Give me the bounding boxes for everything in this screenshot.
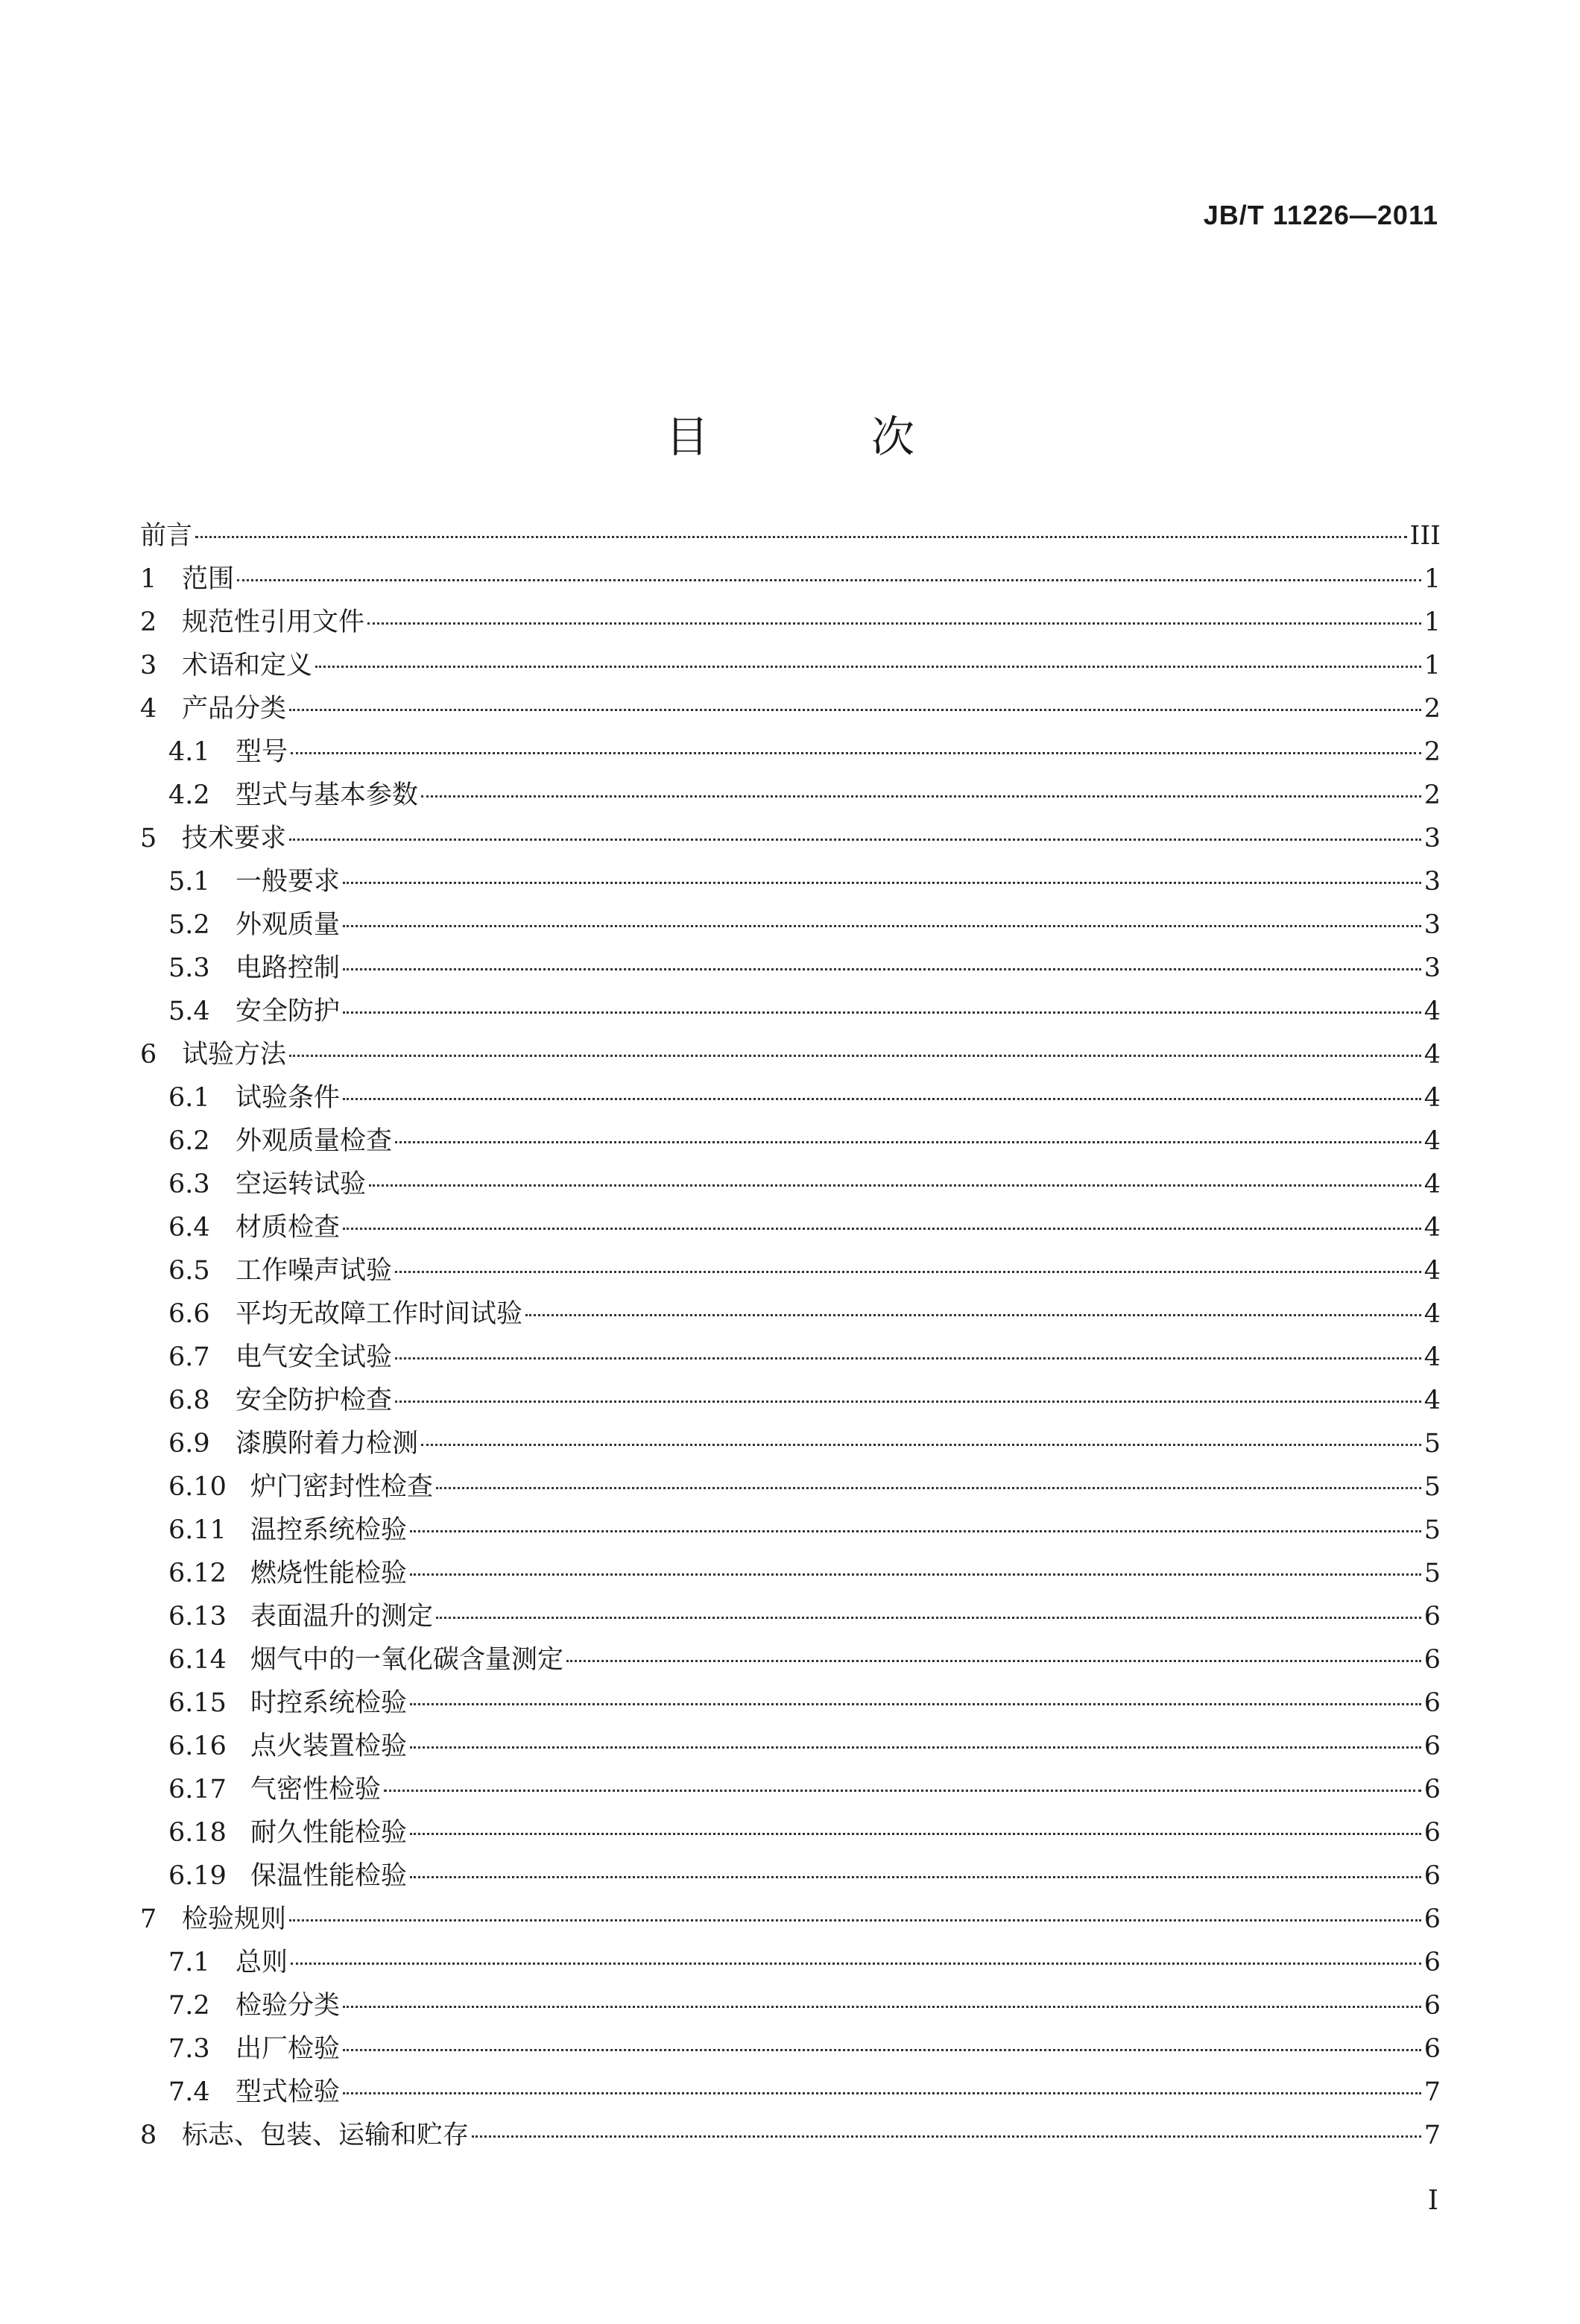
toc-entry-label: 空运转试验 bbox=[236, 1169, 367, 1199]
dot-leader bbox=[410, 1573, 1421, 1576]
toc-entry-label: 耐久性能检验 bbox=[250, 1818, 408, 1848]
toc-entry-number: 6.5 bbox=[168, 1256, 210, 1286]
toc-entry-number: 6.13 bbox=[168, 1602, 227, 1632]
toc-entry-page: 3 bbox=[1423, 867, 1441, 897]
toc-entry-label: 燃烧性能检验 bbox=[250, 1559, 408, 1588]
toc-entry[interactable] bbox=[140, 730, 1441, 774]
toc-entry-number: 6.16 bbox=[168, 1731, 227, 1761]
toc-entry-page: 2 bbox=[1423, 694, 1441, 724]
toc-entry-number: 6.12 bbox=[168, 1559, 227, 1588]
toc-entry[interactable] bbox=[140, 644, 1441, 687]
toc-entry-page: 4 bbox=[1423, 1256, 1441, 1286]
dot-leader bbox=[410, 1746, 1421, 1749]
toc-entry-page: 4 bbox=[1423, 1083, 1441, 1113]
toc-entry-number: 5.3 bbox=[168, 953, 210, 983]
toc-entry-page: 6 bbox=[1423, 1688, 1441, 1718]
toc-entry-label: 一般要求 bbox=[236, 867, 341, 897]
dot-leader bbox=[291, 752, 1421, 754]
toc-entry-label: 出厂检验 bbox=[236, 2034, 341, 2064]
toc-entry-label: 表面温升的测定 bbox=[250, 1602, 434, 1632]
toc-entry-number: 6.2 bbox=[168, 1126, 210, 1156]
toc-entry-page: 2 bbox=[1423, 780, 1441, 810]
toc-entry-label: 范围 bbox=[182, 564, 235, 594]
toc-entry[interactable] bbox=[140, 947, 1441, 990]
page-title: 目 次 bbox=[665, 411, 974, 462]
toc-entry-label: 外观质量检查 bbox=[236, 1126, 393, 1156]
toc-entry-page: 5 bbox=[1423, 1429, 1441, 1459]
toc-entry-page: 1 bbox=[1423, 564, 1441, 594]
toc-entry-label: 技术要求 bbox=[182, 824, 287, 853]
toc-entry[interactable] bbox=[140, 514, 1441, 558]
dot-leader bbox=[315, 666, 1421, 668]
dot-leader bbox=[291, 1963, 1421, 1965]
toc-entry-page: 6 bbox=[1423, 1948, 1441, 1977]
toc-entry-page: 6 bbox=[1423, 1602, 1441, 1632]
dot-leader bbox=[395, 1357, 1421, 1360]
toc-entry-label: 试验方法 bbox=[182, 1040, 287, 1070]
toc-entry[interactable] bbox=[140, 687, 1441, 730]
toc-entry-page: 4 bbox=[1423, 1213, 1441, 1242]
toc-entry[interactable] bbox=[140, 2027, 1441, 2071]
toc-entry-number: 7.1 bbox=[168, 1948, 210, 1977]
toc-entry-number: 1 bbox=[140, 564, 157, 594]
toc-entry-number: 8 bbox=[140, 2121, 157, 2150]
toc-entry-number: 7.2 bbox=[168, 1991, 210, 2021]
toc-entry-label: 前言 bbox=[140, 521, 193, 551]
dot-leader bbox=[343, 925, 1421, 927]
toc-entry[interactable] bbox=[140, 1725, 1441, 1768]
toc-entry[interactable] bbox=[140, 1422, 1441, 1465]
dot-leader bbox=[525, 1314, 1421, 1316]
dot-leader bbox=[237, 579, 1421, 581]
toc-entry-page: 6 bbox=[1423, 1861, 1441, 1891]
toc-entry-label: 气密性检验 bbox=[250, 1775, 382, 1804]
dot-leader bbox=[343, 1011, 1421, 1014]
toc-entry[interactable] bbox=[140, 903, 1441, 947]
toc-entry-page: 6 bbox=[1423, 1991, 1441, 2021]
toc-entry-number: 4 bbox=[140, 694, 157, 724]
toc-entry[interactable] bbox=[140, 1076, 1441, 1120]
toc-entry-page: 4 bbox=[1423, 1386, 1441, 1415]
toc-entry-page: 4 bbox=[1423, 1169, 1441, 1199]
toc-entry[interactable] bbox=[140, 1984, 1441, 2027]
toc-entry[interactable] bbox=[140, 1379, 1441, 1422]
page-number: I bbox=[1427, 2185, 1438, 2216]
dot-leader bbox=[410, 1703, 1421, 1705]
toc-entry-label: 安全防护 bbox=[236, 997, 341, 1026]
toc-entry[interactable] bbox=[140, 1336, 1441, 1379]
toc-entry-label: 时控系统检验 bbox=[250, 1688, 408, 1718]
toc-entry-page: 6 bbox=[1423, 1904, 1441, 1934]
toc-entry-label: 总则 bbox=[236, 1948, 288, 1977]
toc-entry-page: 6 bbox=[1423, 1731, 1441, 1761]
toc-entry-number: 5.4 bbox=[168, 997, 210, 1026]
toc-entry-number: 7.4 bbox=[168, 2077, 210, 2107]
dot-leader bbox=[436, 1487, 1421, 1489]
toc-entry-page: 5 bbox=[1423, 1472, 1441, 1502]
toc-entry[interactable] bbox=[140, 558, 1441, 601]
toc-entry-page: 3 bbox=[1423, 910, 1441, 940]
toc-entry-number: 6.8 bbox=[168, 1386, 210, 1415]
toc-entry-number: 7.3 bbox=[168, 2034, 210, 2064]
toc-entry-page: 5 bbox=[1423, 1559, 1441, 1588]
toc-entry-label: 温控系统检验 bbox=[250, 1515, 408, 1545]
toc-entry-label: 试验条件 bbox=[236, 1083, 341, 1113]
toc-entry-page: 3 bbox=[1423, 824, 1441, 853]
toc-entry[interactable] bbox=[140, 1292, 1441, 1336]
toc-entry-number: 5.2 bbox=[168, 910, 210, 940]
toc-entry[interactable] bbox=[140, 1163, 1441, 1206]
dot-leader bbox=[395, 1141, 1421, 1143]
dot-leader bbox=[410, 1876, 1421, 1878]
toc-entry-label: 材质检查 bbox=[236, 1213, 341, 1242]
toc-entry-page: 3 bbox=[1423, 953, 1441, 983]
toc-entry-page: 7 bbox=[1423, 2121, 1441, 2150]
toc-entry-number: 3 bbox=[140, 651, 157, 681]
toc-entry-label: 烟气中的一氧化碳含量测定 bbox=[250, 1645, 564, 1675]
toc-entry[interactable] bbox=[140, 601, 1441, 644]
dot-leader bbox=[195, 536, 1407, 538]
toc-entry-label: 漆膜附着力检测 bbox=[236, 1429, 419, 1459]
toc-entry-page: 5 bbox=[1423, 1515, 1441, 1545]
toc-entry-number: 6.18 bbox=[168, 1818, 227, 1848]
toc-entry[interactable] bbox=[140, 2114, 1441, 2157]
toc-entry-number: 6.15 bbox=[168, 1688, 227, 1718]
dot-leader bbox=[343, 1098, 1421, 1100]
toc-entry-label: 保温性能检验 bbox=[250, 1861, 408, 1891]
toc-entry-page: 6 bbox=[1423, 1818, 1441, 1848]
toc-entry[interactable] bbox=[140, 860, 1441, 903]
toc-entry-page: 4 bbox=[1423, 1126, 1441, 1156]
toc-entry-label: 产品分类 bbox=[182, 694, 287, 724]
toc-entry[interactable] bbox=[140, 1638, 1441, 1682]
toc-entry-number: 6.19 bbox=[168, 1861, 227, 1891]
dot-leader bbox=[367, 622, 1421, 625]
toc-entry-page: 6 bbox=[1423, 1775, 1441, 1804]
toc-entry[interactable] bbox=[140, 1120, 1441, 1163]
toc-entry[interactable] bbox=[140, 2071, 1441, 2114]
toc-entry-number: 6.6 bbox=[168, 1299, 210, 1329]
toc-entry-number: 6.4 bbox=[168, 1213, 210, 1242]
toc-entry-number: 6.7 bbox=[168, 1342, 210, 1372]
toc-entry-label: 检验规则 bbox=[182, 1904, 287, 1934]
toc-entry-label: 型号 bbox=[236, 737, 288, 767]
toc-entry-page: 4 bbox=[1423, 997, 1441, 1026]
dot-leader bbox=[289, 1919, 1421, 1922]
toc-entry-number: 7 bbox=[140, 1904, 157, 1934]
dot-leader bbox=[421, 1444, 1421, 1446]
toc-entry[interactable] bbox=[140, 1033, 1441, 1076]
toc-entry[interactable] bbox=[140, 1595, 1441, 1638]
toc-entry-page: 2 bbox=[1423, 737, 1441, 767]
dot-leader bbox=[410, 1833, 1421, 1835]
toc-entry-number: 6.3 bbox=[168, 1169, 210, 1199]
dot-leader bbox=[395, 1401, 1421, 1403]
toc-entry[interactable] bbox=[140, 1854, 1441, 1898]
toc-entry-number: 5.1 bbox=[168, 867, 210, 897]
toc-entry-label: 电气安全试验 bbox=[236, 1342, 393, 1372]
toc-entry-number: 6.14 bbox=[168, 1645, 227, 1675]
toc-entry-page: 4 bbox=[1423, 1040, 1441, 1070]
dot-leader bbox=[343, 968, 1421, 970]
toc-entry-page: 6 bbox=[1423, 2034, 1441, 2064]
toc-entry-label: 电路控制 bbox=[236, 953, 341, 983]
toc-entry[interactable] bbox=[140, 1552, 1441, 1595]
toc-entry-page: 1 bbox=[1423, 651, 1441, 681]
toc-entry-page: 1 bbox=[1423, 607, 1441, 637]
dot-leader bbox=[343, 1228, 1421, 1230]
dot-leader bbox=[436, 1617, 1421, 1619]
dot-leader bbox=[289, 839, 1421, 841]
toc-entry-number: 6.9 bbox=[168, 1429, 210, 1459]
toc-entry[interactable] bbox=[140, 1206, 1441, 1249]
toc-entry-number: 4.1 bbox=[168, 737, 210, 767]
toc-entry-number: 2 bbox=[140, 607, 157, 637]
toc-entry[interactable] bbox=[140, 817, 1441, 860]
toc-entry-number: 4.2 bbox=[168, 780, 210, 810]
dot-leader bbox=[289, 709, 1421, 711]
toc-entry[interactable] bbox=[140, 1811, 1441, 1854]
toc-entry-page: 6 bbox=[1423, 1645, 1441, 1675]
toc-entry-number: 5 bbox=[140, 824, 157, 853]
toc-entry-label: 检验分类 bbox=[236, 1991, 341, 2021]
dot-leader bbox=[566, 1660, 1421, 1662]
toc-entry-label: 型式检验 bbox=[236, 2077, 341, 2107]
dot-leader bbox=[343, 2092, 1421, 2094]
dot-leader bbox=[289, 1055, 1421, 1057]
dot-leader bbox=[343, 2006, 1421, 2008]
toc-entry[interactable] bbox=[140, 774, 1441, 817]
toc-entry-label: 平均无故障工作时间试验 bbox=[236, 1299, 523, 1329]
toc-entry[interactable] bbox=[140, 1768, 1441, 1811]
toc-entry-page: III bbox=[1409, 521, 1441, 551]
dot-leader bbox=[395, 1271, 1421, 1273]
toc-entry-number: 6 bbox=[140, 1040, 157, 1070]
toc-entry-label: 外观质量 bbox=[236, 910, 341, 940]
toc-entry[interactable] bbox=[140, 1941, 1441, 1984]
toc-entry-number: 6.1 bbox=[168, 1083, 210, 1113]
toc-entry[interactable] bbox=[140, 1249, 1441, 1292]
toc-entry-number: 6.10 bbox=[168, 1472, 227, 1502]
toc-entry-page: 4 bbox=[1423, 1299, 1441, 1329]
toc-entry-number: 6.11 bbox=[168, 1515, 227, 1545]
toc-entry[interactable] bbox=[140, 1898, 1441, 1941]
dot-leader bbox=[472, 2135, 1421, 2138]
dot-leader bbox=[369, 1184, 1421, 1187]
toc-entry-label: 规范性引用文件 bbox=[182, 607, 365, 637]
toc-entry[interactable] bbox=[140, 990, 1441, 1033]
dot-leader bbox=[343, 882, 1421, 884]
dot-leader bbox=[410, 1530, 1421, 1532]
toc-entry[interactable] bbox=[140, 1465, 1441, 1509]
toc-entry-label: 工作噪声试验 bbox=[236, 1256, 393, 1286]
toc-entry-label: 炉门密封性检查 bbox=[250, 1472, 434, 1502]
toc-entry-label: 点火装置检验 bbox=[250, 1731, 408, 1761]
toc-entry-page: 7 bbox=[1423, 2077, 1441, 2107]
toc-entry-label: 术语和定义 bbox=[182, 651, 313, 681]
standard-code: JB/T 11226—2011 bbox=[1203, 200, 1438, 230]
toc-entry-label: 型式与基本参数 bbox=[236, 780, 419, 810]
dot-leader bbox=[421, 795, 1421, 798]
toc-entry-label: 标志、包装、运输和贮存 bbox=[182, 2121, 470, 2150]
dot-leader bbox=[343, 2049, 1421, 2051]
toc-entry[interactable] bbox=[140, 1509, 1441, 1552]
toc-entry-number: 6.17 bbox=[168, 1775, 227, 1804]
toc-entry-page: 4 bbox=[1423, 1342, 1441, 1372]
table-of-contents bbox=[140, 514, 1441, 2157]
toc-entry-label: 安全防护检查 bbox=[236, 1386, 393, 1415]
toc-entry[interactable] bbox=[140, 1682, 1441, 1725]
dot-leader bbox=[384, 1790, 1421, 1792]
